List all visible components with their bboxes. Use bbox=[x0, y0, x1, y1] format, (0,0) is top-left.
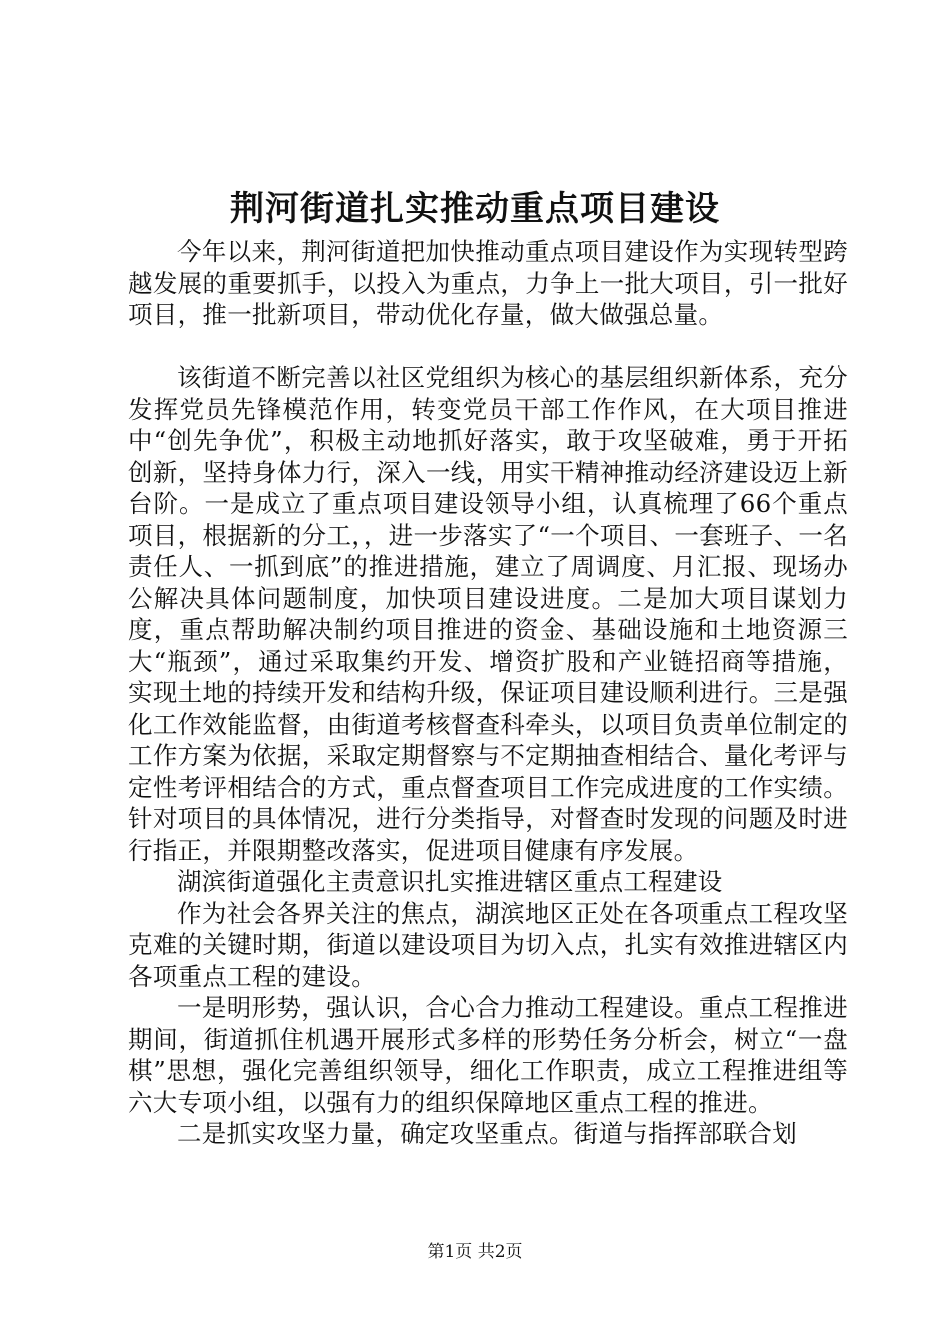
document-title: 荆河街道扎实推动重点项目建设 bbox=[230, 189, 720, 229]
paragraph-intro: 今年以来，荆河街道把加快推动重点项目建设作为实现转型跨越发展的重要抓手，以投入为重点，力争上一批大项目，引一批好项目，推一批新项目，带动优化存量，做大做强总量。 bbox=[128, 237, 848, 329]
document-body bbox=[128, 236, 848, 1150]
paragraph-measures: 该街道不断完善以社区党组织为核心的基层组织新体系，充分发挥党员先锋模范作用，转变党员干部工作作风，在大项目推进中“创先争优”，积极主动地抓好落实，敢于攻坚破难，勇于开拓创新，坚持身体力行，深入一线，用实干精神推动经济建设迈上新台阶。一是成立了重点项目建设领导小组，认真梳理了66个重点项目，根据新的分工，，进一步落实了“一个项目、一套班子、一名责任人、一抓到底”的推进措施，建立了周调度、月汇报、现场办公解决具体问题制度，加快项目建设进度。二是加大项目谋划力度，重点帮助解决制约项目推进的资金、基础设施和土地资源三大“瓶颈”，通过采取集约开发、增资扩股和产业链招商等措施，实现土地的持续开发和结构升级，保证项目建设顺利进行。三是强化工作效能监督，由街道考核督查科牵头，以项目负责单位制定的工作方案为依据，采取定期督察与不定期抽查相结合、量化考评与定性考评相结合的方式，重点督查项目工作完成进度的工作实绩。针对项目的具体情况，进行分类指导，对督查时发现的问题及时进行指正，并限期整改落实，促进项目健康有序发展。 bbox=[128, 363, 848, 865]
paragraph-point-one: 一是明形势，强认识，合心合力推动工程建设。重点工程推进期间，街道抓住机遇开展形式多样的形势任务分析会，树立“一盘棋”思想，强化完善组织领导，细化工作职责，成立工程推进组等六大专项小组，以强有力的组织保障地区重点工程的推进。 bbox=[128, 993, 848, 1117]
page-footer: 第1页 共2页 bbox=[427, 1242, 523, 1262]
paragraph-subheading: 湖滨街道强化主责意识扎实推进辖区重点工程建设 bbox=[177, 867, 723, 896]
paragraph-hubin-intro: 作为社会各界关注的焦点，湖滨地区正处在各项重点工程攻坚克难的关键时期，街道以建设项目为切入点，扎实有效推进辖区内各项重点工程的建设。 bbox=[128, 898, 848, 991]
paragraph-point-two: 二是抓实攻坚力量，确定攻坚重点。街道与指挥部联合划 bbox=[177, 1119, 797, 1148]
